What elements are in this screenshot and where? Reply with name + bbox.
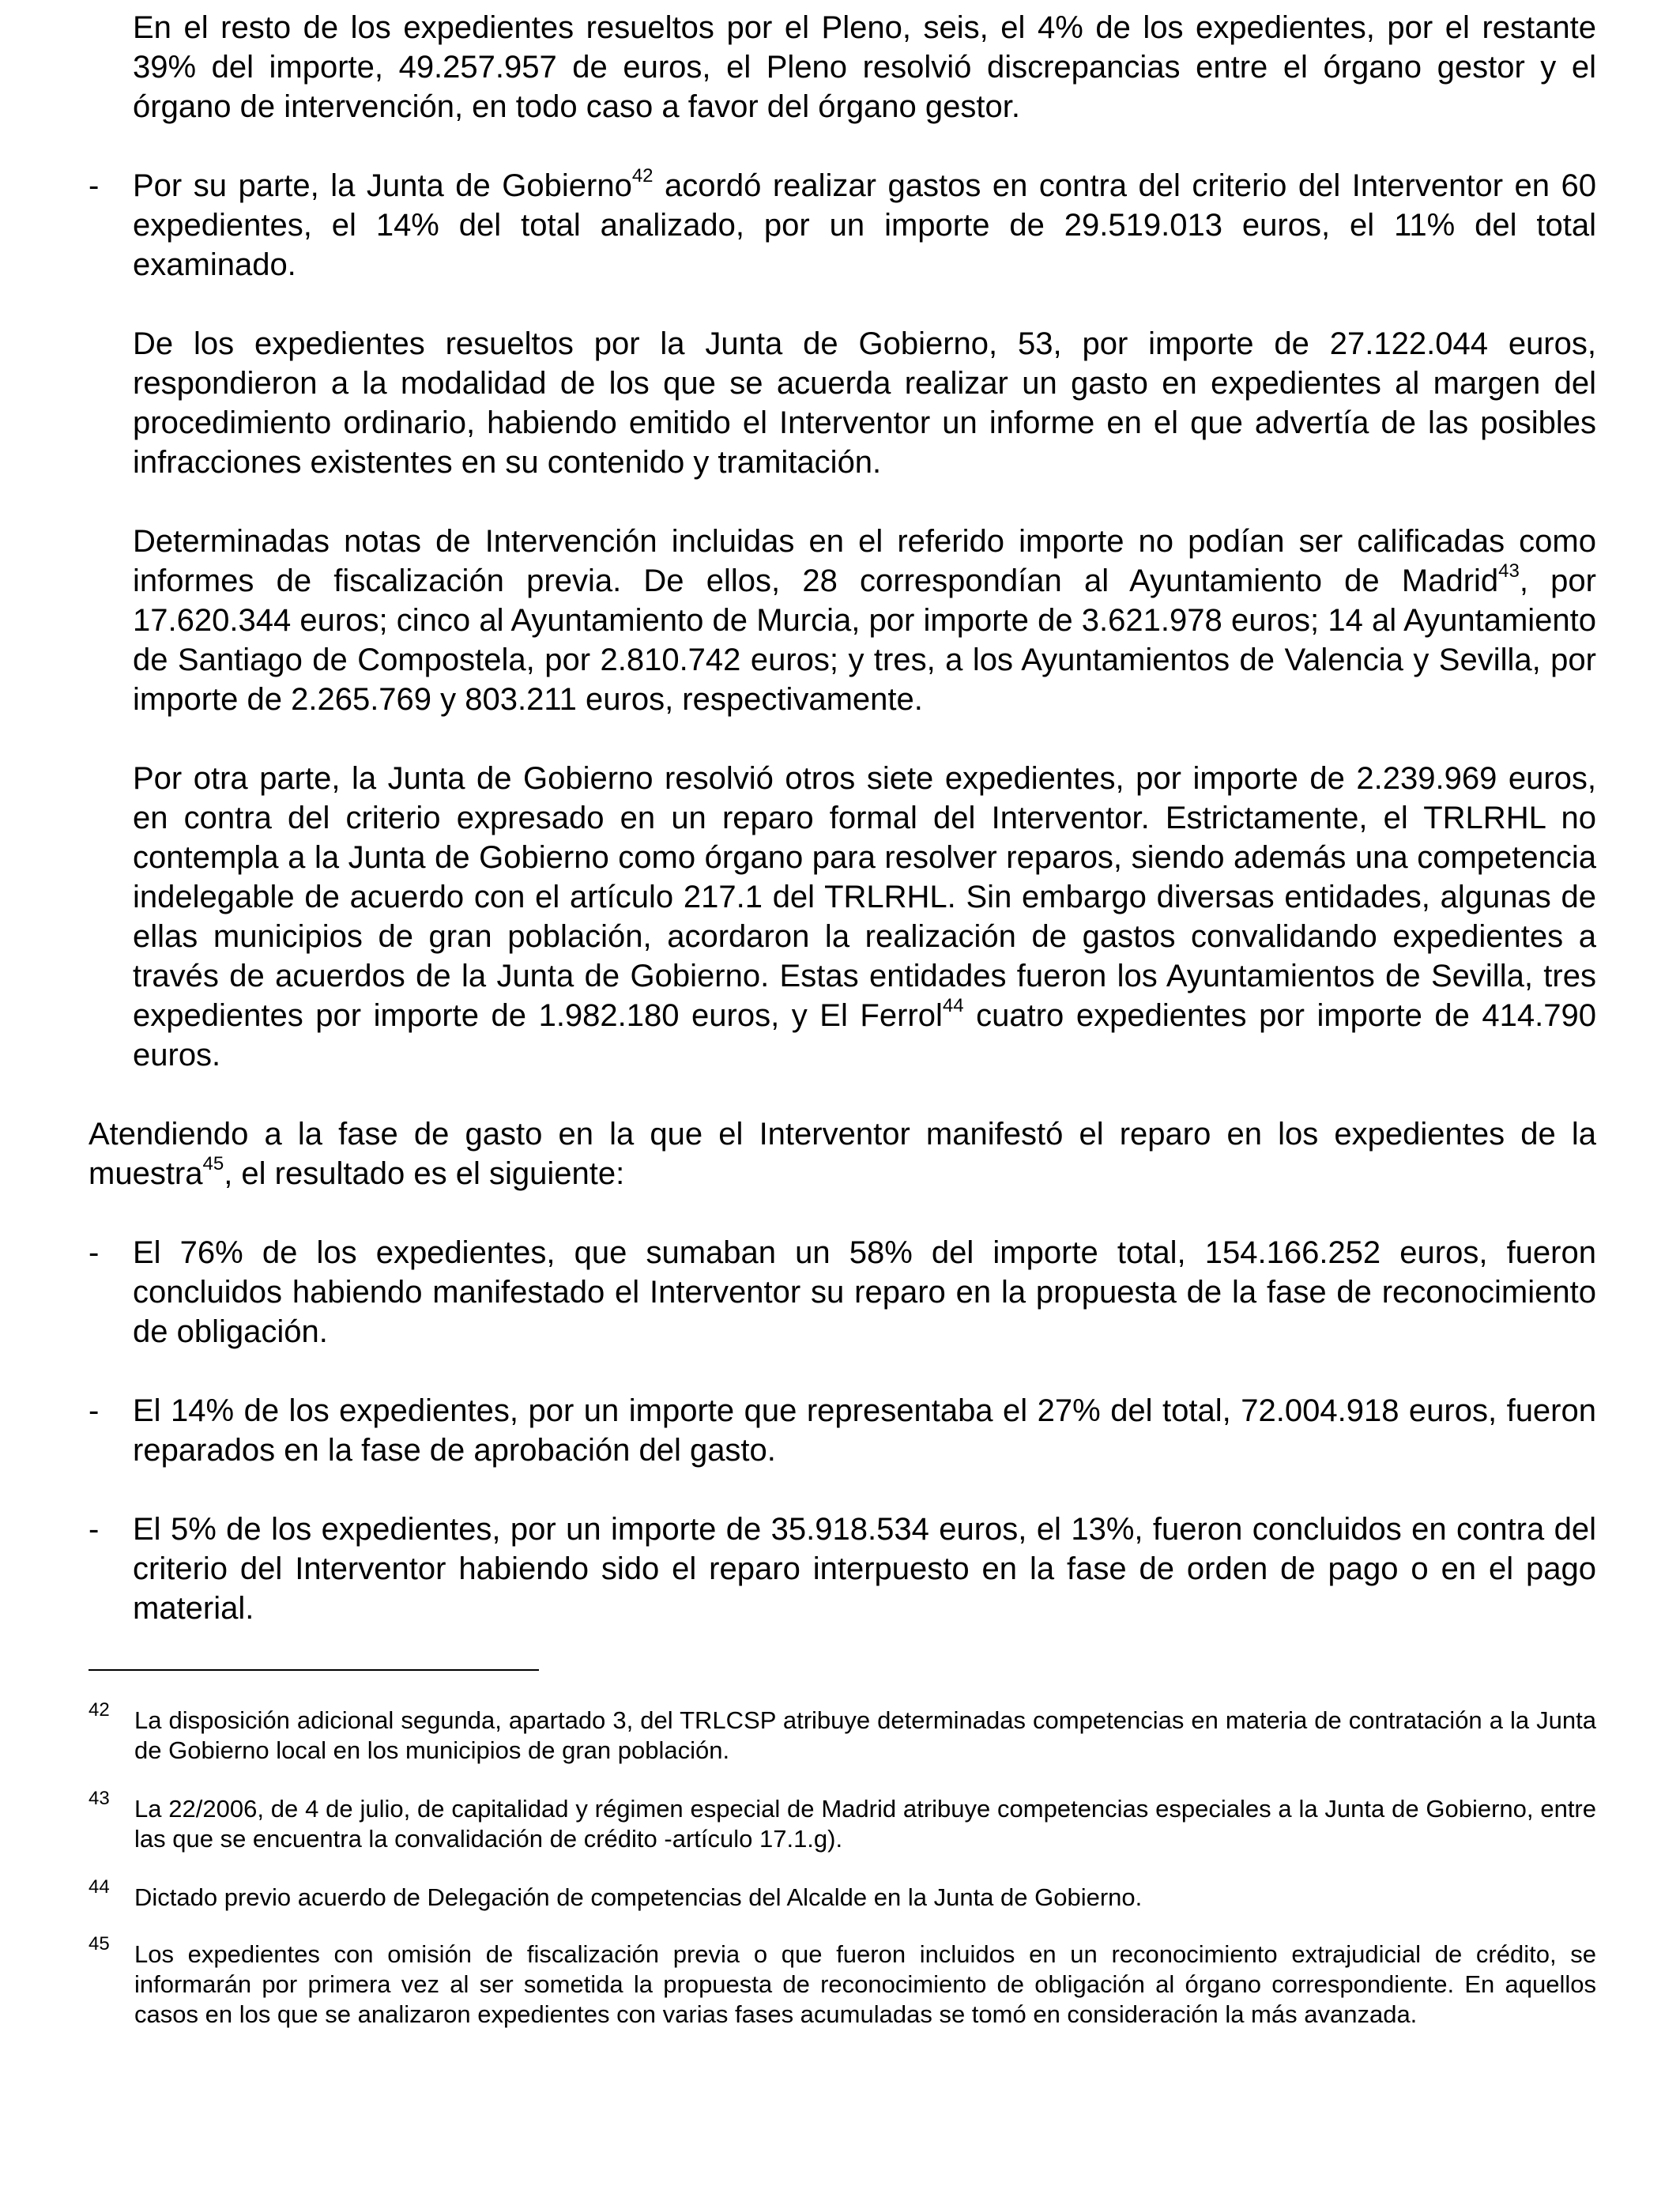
paragraph-text: , por 17.620.344 euros; cinco al Ayuntamiento de Murcia, por importe de 3.621.978 euros; 14 al Ayuntamiento de Santiago de Compostela, por 2.810.742 euros; y tres, a los Ayuntamientos de Valencia y Sevilla, por importe de 2.265.769 y 803.211 euros, respectivamente. [133,564,1596,717]
bullet-marker: - [89,1235,100,1270]
paragraph-text: , el resultado es el siguiente: [224,1156,625,1191]
footnote-number: 44 [89,1876,110,1898]
bullet-marker: - [89,1512,100,1547]
footnote-ref-44[interactable]: 44 [942,994,964,1016]
footnote-42: La disposición adicional segunda, apartado 3, del TRLCSP atribuye determinadas competencias en materia de contratación a la Junta de Gobierno local en los municipios de gran población. [134,1706,1596,1764]
footnote-number: 45 [89,1933,110,1955]
paragraph-pleno-remaining: En el resto de los expedientes resueltos por el Pleno, seis, el 4% de los expedientes, por el restante 39% del importe, 49.257.957 de euros, el Pleno resolvió discrepancias entre el órgano gestor y el órgano de intervención, en todo caso a favor del órgano gestor. [133,10,1596,124]
bullet-marker: - [89,168,100,203]
footnote-45: Los expedientes con omisión de fiscalización previa o que fueron incluidos en un reconocimiento extrajudicial de crédito, se informarán por primera vez al ser sometida la propuesta de reconocimiento de obligación al órgano correspondiente. En aquellos casos en los que se analizaron expedientes con varias fases acumuladas se tomó en consideración la más avanzada. [134,1940,1596,2028]
paragraph-junta-gobierno [133,166,1596,285]
paragraph-notas-intervencion [133,522,1596,719]
paragraph-fase-gasto [89,1114,1596,1193]
footnote-number: 42 [89,1699,110,1721]
footnote-ref-43[interactable]: 43 [1498,560,1520,582]
paragraph-text: cuatro expedientes por importe de 414.790 euros. [133,998,1596,1072]
bullet-item-14: El 14% de los expedientes, por un importe que representaba el 27% del total, 72.004.918 euros, fueron reparados en la fase de aprobación del gasto. [133,1393,1596,1468]
paragraph-text: Determinadas notas de Intervención incluidas en el referido importe no podían ser calificadas como informes de fiscalización previa. De ellos, 28 correspondían al Ayuntamiento de Madrid [133,524,1596,598]
footnote-44: Dictado previo acuerdo de Delegación de competencias del Alcalde en la Junta de Gobierno. [134,1883,1143,1911]
paragraph-otra-parte [133,759,1596,1075]
bullet-marker: - [89,1393,100,1428]
bullet-item-76: El 76% de los expedientes, que sumaban un 58% del importe total, 154.166.252 euros, fueron concluidos habiendo manifestado el Interventor su reparo en la propuesta de la fase de reconocimiento de obligación. [133,1235,1596,1349]
paragraph-text: Por otra parte, la Junta de Gobierno resolvió otros siete expedientes, por importe de 2.239.969 euros, en contra del criterio expresado en un reparo formal del Interventor. Estrictamente, el TRLRHL no contempla a la Junta de Gobierno como órgano para resolver reparos, siendo además una competencia indelegable de acuerdo con el artículo 217.1 del TRLRHL. Sin embargo diversas entidades, algunas de ellas municipios de gran población, acordaron la realización de gastos convalidando expedientes a través de acuerdos de la Junta de Gobierno. Estas entidades fueron los Ayuntamientos de Sevilla, tres expedientes por importe de 1.982.180 euros, y El Ferrol [133,761,1596,1033]
footnote-43: La 22/2006, de 4 de julio, de capitalidad y régimen especial de Madrid atribuye competencias especiales a la Junta de Gobierno, entre las que se encuentra la convalidación de crédito -artículo 17.1.g). [134,1795,1596,1853]
footnote-ref-42[interactable]: 42 [631,164,654,187]
footnote-number: 43 [89,1788,110,1809]
paragraph-text: Atendiendo a la fase de gasto en la que el Interventor manifestó el reparo en los expedientes de la muestra [89,1117,1596,1191]
paragraph-junta-expedientes: De los expedientes resueltos por la Junta de Gobierno, 53, por importe de 27.122.044 euros, respondieron a la modalidad de los que se acuerda realizar un gasto en expedientes al margen del procedimiento ordinario, habiendo emitido el Interventor un informe en el que advertía de las posibles infracciones existentes en su contenido y tramitación. [133,326,1596,480]
footnote-separator [89,1669,539,1671]
paragraph-text: Por su parte, la Junta de Gobierno [133,168,632,203]
paragraph-text: acordó realizar gastos en contra del criterio del Interventor en 60 expedientes, el 14% del total analizado, por un importe de 29.519.013 euros, el 11% del total examinado. [133,168,1596,282]
footnote-ref-45[interactable]: 45 [202,1152,224,1174]
bullet-item-5: El 5% de los expedientes, por un importe de 35.918.534 euros, el 13%, fueron concluidos en contra del criterio del Interventor habiendo sido el reparo interpuesto en la fase de orden de pago o en el pago material. [133,1512,1596,1626]
